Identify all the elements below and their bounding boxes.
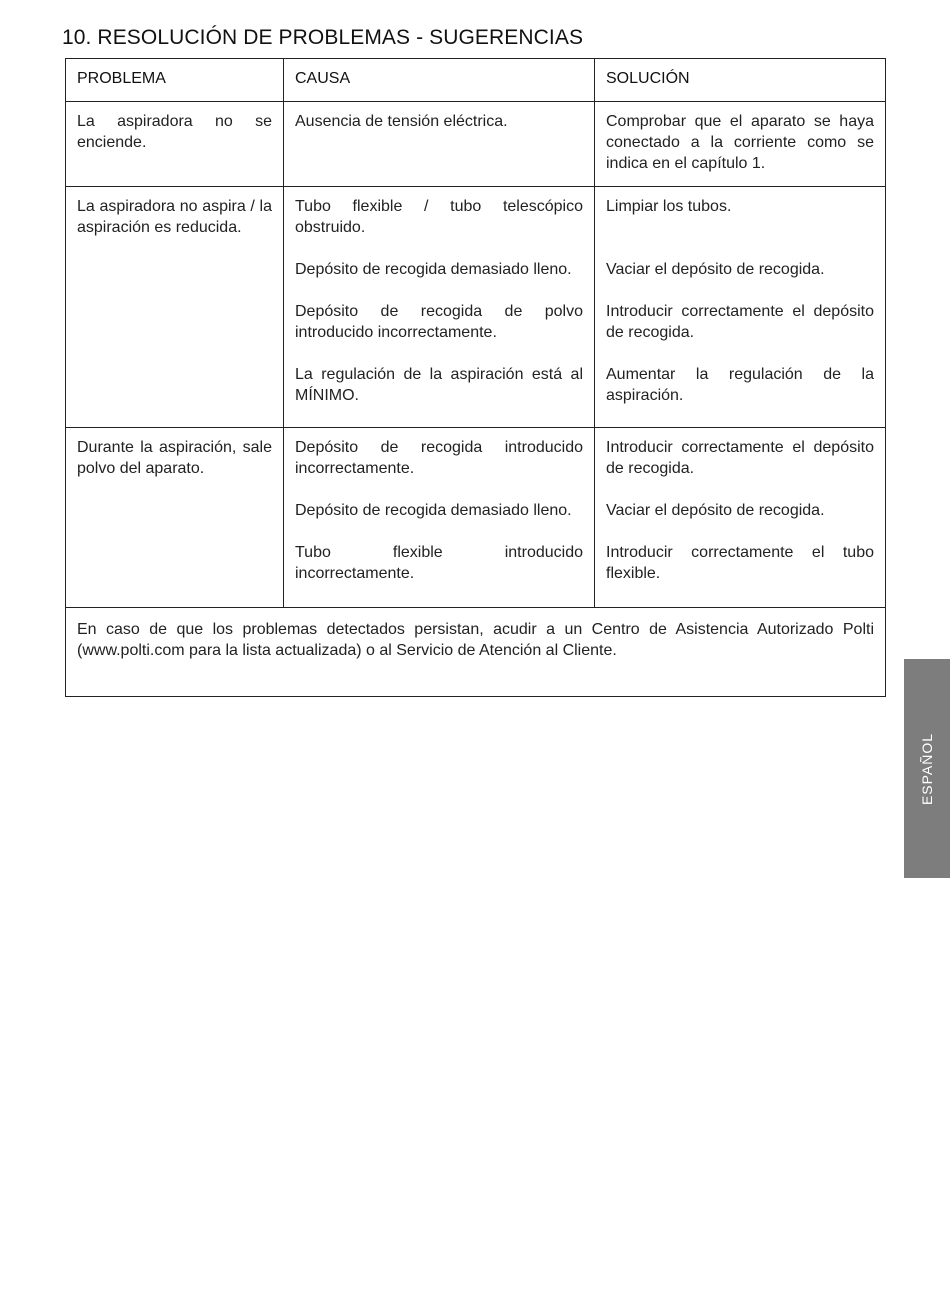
header-solution: SOLUCIÓN	[595, 59, 886, 102]
cause-text: Tubo flexible / tubo telescópico obstruido.	[295, 198, 583, 236]
table-row	[66, 102, 886, 187]
solution-text: Introducir correctamente el tubo flexible.	[606, 544, 874, 582]
cause-text: Depósito de recogida demasiado lleno.	[295, 502, 572, 519]
footer-note: En caso de que los problemas detectados persistan, acudir a un Centro de Asistencia Autorizado Polti (www.polti.com para la lista actualizada) o al Servicio de Atención al Cliente.	[66, 608, 886, 697]
solution-text: Vaciar el depósito de recogida.	[606, 502, 825, 519]
table-row	[66, 428, 886, 608]
cause-cell	[284, 428, 595, 608]
cause-text: Depósito de recogida demasiado lleno.	[295, 261, 572, 278]
cause-cell	[284, 102, 595, 187]
solution-text: Introducir correctamente el depósito de recogida.	[606, 439, 874, 477]
language-tab-label: ESPAÑOL	[919, 732, 935, 805]
solution-cell	[595, 428, 886, 608]
problem-cell: La aspiradora no se enciende.	[66, 102, 284, 187]
header-problem: PROBLEMA	[66, 59, 284, 102]
table-row	[66, 187, 886, 428]
solution-text: Introducir correctamente el depósito de recogida.	[606, 303, 874, 341]
solution-cell	[595, 102, 886, 187]
problem-cell: La aspiradora no aspira / la aspiración es reducida.	[66, 187, 284, 428]
table-header-row	[66, 59, 886, 102]
table-footer-row	[66, 608, 886, 697]
cause-text: Depósito de recogida de polvo introducido incorrectamente.	[295, 303, 583, 341]
solution-text: Limpiar los tubos.	[606, 198, 732, 215]
header-cause: CAUSA	[284, 59, 595, 102]
problem-cell: Durante la aspiración, sale polvo del aparato.	[66, 428, 284, 608]
cause-text: Depósito de recogida introducido incorrectamente.	[295, 439, 583, 477]
cause-text: Ausencia de tensión eléctrica.	[295, 113, 508, 130]
cause-text: Tubo flexible introducido incorrectamente.	[295, 544, 583, 582]
solution-text: Vaciar el depósito de recogida.	[606, 261, 825, 278]
section-title: 10. RESOLUCIÓN DE PROBLEMAS - SUGERENCIAS	[62, 26, 584, 49]
solution-cell	[595, 187, 886, 428]
cause-text: La regulación de la aspiración está al MÍNIMO.	[295, 366, 583, 404]
cause-cell	[284, 187, 595, 428]
solution-text: Aumentar la regulación de la aspiración.	[606, 366, 874, 404]
language-tab	[904, 659, 950, 878]
troubleshooting-table	[65, 58, 886, 697]
solution-text: Comprobar que el aparato se haya conectado a la corriente como se indica en el capítulo 1.	[606, 113, 874, 172]
